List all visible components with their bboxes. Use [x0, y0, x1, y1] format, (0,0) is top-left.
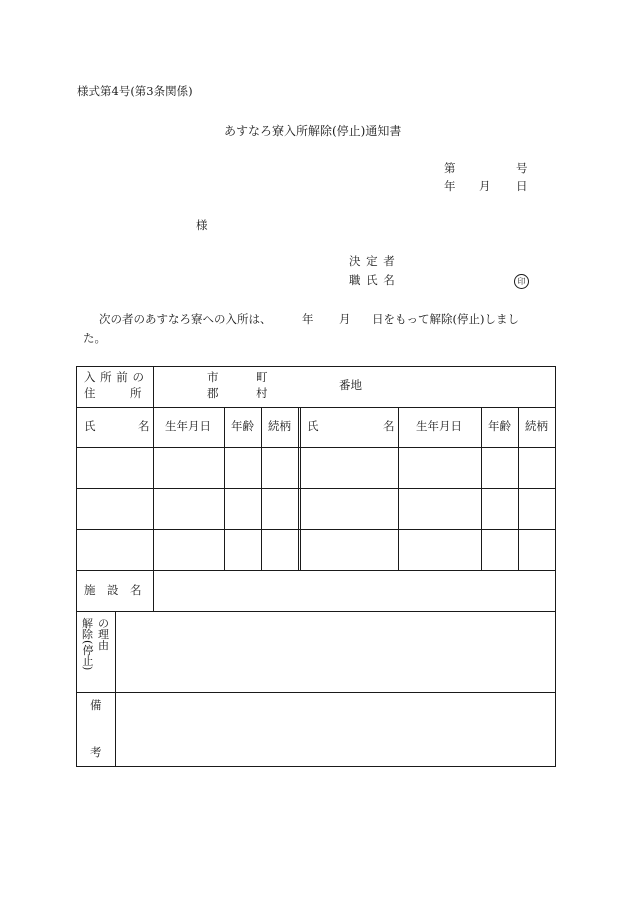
- address-gun: 郡: [207, 386, 219, 400]
- header-name-shi: 氏: [84, 419, 96, 433]
- body-text-month: 月: [339, 312, 351, 326]
- body-text-main: 次の者のあすなろ寮への入所は、: [99, 312, 272, 326]
- decider-label: 決 定 者: [349, 254, 396, 268]
- date-day: 日: [516, 179, 528, 193]
- reason-label-col2: の 理 由: [98, 617, 109, 652]
- facility-name-label: 施 設 名: [84, 583, 142, 597]
- address-shi: 市: [207, 370, 219, 384]
- address-machi: 町: [256, 370, 268, 384]
- header-age: 年齢: [231, 419, 254, 433]
- document-title: あすなろ寮入所解除(停止)通知書: [224, 124, 402, 138]
- header-name-shi-2: 氏: [307, 419, 319, 433]
- addressee-sama: 様: [196, 218, 208, 232]
- seal-mark: 印: [514, 274, 529, 289]
- header-relation-2: 続柄: [525, 419, 548, 433]
- address-label-line1: 入 所 前 の: [84, 370, 145, 384]
- body-text-line2: た。: [83, 331, 106, 345]
- body-text-tail: 日をもって解除(停止)しまし: [372, 312, 519, 326]
- header-name-mei: 名: [138, 419, 150, 433]
- address-label-line2: 住 所: [84, 386, 142, 400]
- body-text-year: 年: [302, 312, 314, 326]
- date-month: 月: [479, 179, 491, 193]
- number-go: 号: [516, 161, 528, 175]
- remarks-label-ko: 考: [90, 745, 102, 759]
- header-relation: 続柄: [268, 419, 291, 433]
- decider-title-name-label: 職 氏 名: [349, 273, 396, 287]
- remarks-label-bi: 備: [90, 698, 102, 712]
- header-name-mei-2: 名: [383, 419, 395, 433]
- address-mura: 村: [256, 386, 268, 400]
- reason-label-col1: 解 除 (停 止): [81, 617, 94, 671]
- header-birthdate: 生年月日: [165, 419, 211, 433]
- form-number: 様式第4号(第3条関係): [77, 84, 193, 98]
- address-banchi: 番地: [339, 378, 362, 392]
- date-year: 年: [444, 179, 456, 193]
- number-dai: 第: [444, 161, 456, 175]
- header-birthdate-2: 生年月日: [416, 419, 462, 433]
- header-age-2: 年齢: [488, 419, 511, 433]
